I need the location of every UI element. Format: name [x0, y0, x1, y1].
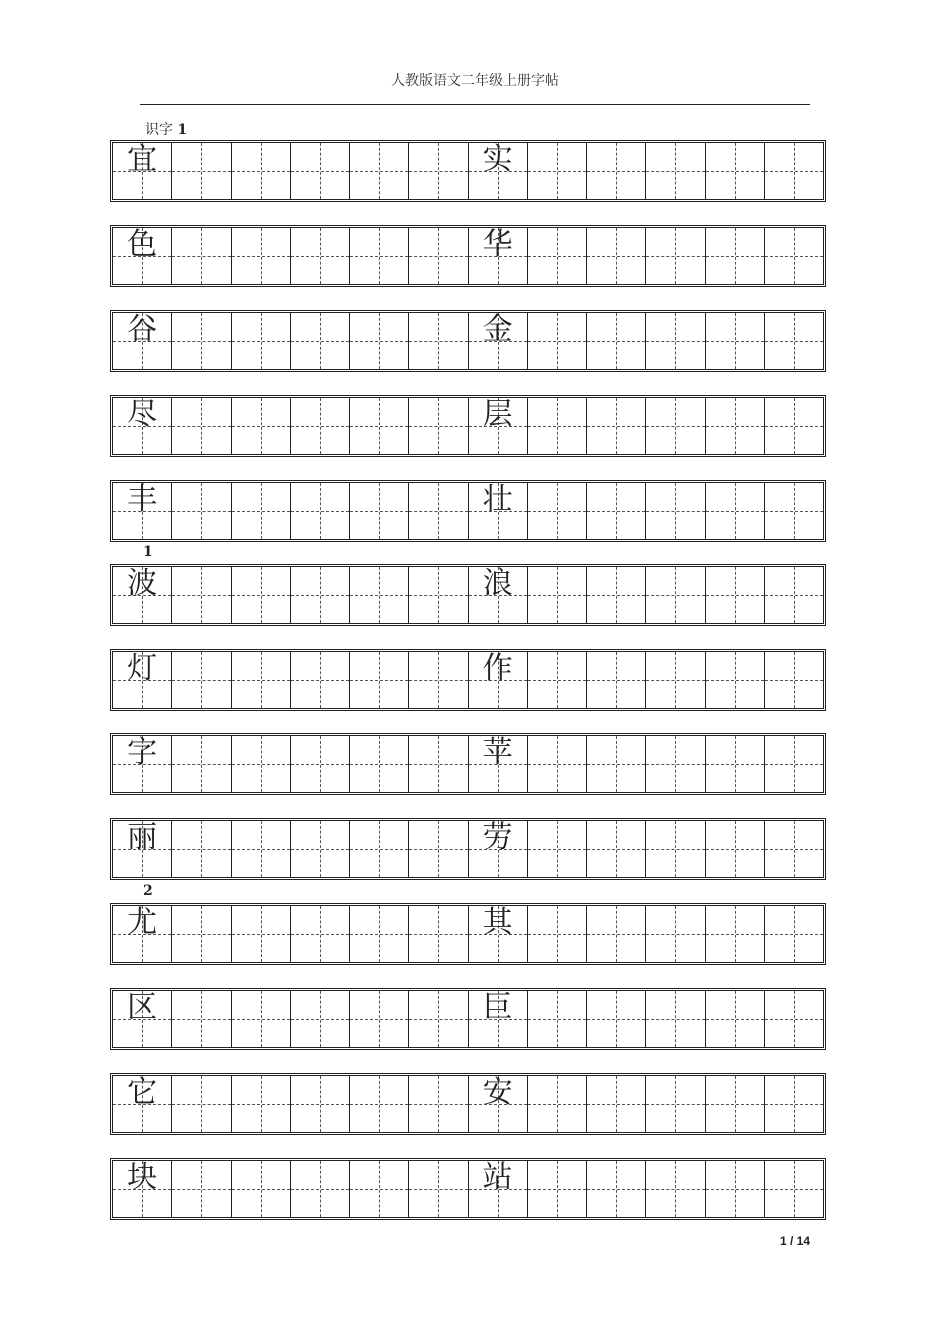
practice-cell: [527, 143, 586, 199]
practice-cell: [764, 483, 823, 539]
practice-cell: [705, 398, 764, 454]
header-rule: [140, 104, 810, 105]
practice-cell: [468, 143, 527, 199]
practice-cell: [349, 652, 408, 708]
lesson-number: 2: [143, 883, 153, 899]
practice-cell: [113, 736, 171, 792]
practice-cell: [171, 1161, 230, 1217]
practice-cell: [113, 652, 171, 708]
practice-cell: [468, 567, 527, 623]
practice-cell: [231, 1161, 290, 1217]
practice-cell: [527, 1161, 586, 1217]
practice-cell: [231, 1076, 290, 1132]
model-character: 块: [127, 1160, 158, 1195]
practice-cell: [349, 143, 408, 199]
practice-cell: [645, 906, 704, 962]
practice-cell: [468, 1161, 527, 1217]
practice-cell: [527, 991, 586, 1047]
practice-cell: [408, 567, 467, 623]
practice-cell: [586, 1161, 645, 1217]
practice-row: [110, 818, 826, 880]
practice-cell: [349, 483, 408, 539]
practice-cell: [705, 143, 764, 199]
practice-cell: [645, 736, 704, 792]
practice-cell: [586, 821, 645, 877]
practice-cell: [468, 906, 527, 962]
page-number: 1 / 14: [779, 1234, 810, 1248]
model-character: 尤: [127, 905, 158, 940]
practice-cell: [290, 567, 349, 623]
practice-cell: [468, 313, 527, 369]
practice-cell: [764, 736, 823, 792]
model-character: 巨: [482, 990, 513, 1025]
practice-cell: [171, 991, 230, 1047]
model-character: 浪: [482, 566, 513, 601]
model-character: 谷: [127, 312, 158, 347]
practice-cell: [705, 567, 764, 623]
practice-row: [110, 1158, 826, 1220]
practice-cell: [764, 652, 823, 708]
practice-cell: [586, 228, 645, 284]
practice-cell: [468, 398, 527, 454]
practice-cell: [764, 228, 823, 284]
model-character: 站: [482, 1160, 513, 1195]
practice-cell: [468, 1076, 527, 1132]
practice-cell: [349, 313, 408, 369]
practice-cell: [290, 906, 349, 962]
practice-cell: [349, 906, 408, 962]
practice-cell: [349, 736, 408, 792]
practice-cell: [113, 821, 171, 877]
practice-cell: [113, 483, 171, 539]
practice-cell: [231, 652, 290, 708]
practice-cell: [231, 906, 290, 962]
practice-cell: [645, 1161, 704, 1217]
practice-cell: [645, 483, 704, 539]
model-character: 色: [127, 227, 158, 262]
practice-cell: [764, 567, 823, 623]
model-character: 苹: [482, 735, 513, 770]
practice-cell: [171, 906, 230, 962]
practice-cell: [527, 228, 586, 284]
practice-cell: [527, 906, 586, 962]
practice-cell: [171, 143, 230, 199]
practice-cell: [408, 398, 467, 454]
practice-cell: [645, 143, 704, 199]
practice-cell: [113, 228, 171, 284]
practice-cell: [231, 736, 290, 792]
model-character: 作: [482, 651, 513, 686]
practice-cell: [527, 736, 586, 792]
practice-cell: [349, 228, 408, 284]
lesson-label-text: 识字: [145, 122, 173, 138]
practice-cell: [171, 821, 230, 877]
practice-cell: [527, 483, 586, 539]
practice-cell: [764, 906, 823, 962]
practice-cell: [468, 652, 527, 708]
practice-cell: [290, 228, 349, 284]
practice-cell: [645, 652, 704, 708]
practice-cell: [231, 313, 290, 369]
practice-cell: [290, 821, 349, 877]
practice-cell: [290, 483, 349, 539]
practice-cell: [290, 991, 349, 1047]
practice-cell: [764, 1161, 823, 1217]
practice-cell: [290, 1076, 349, 1132]
model-character: 宜: [127, 142, 158, 177]
practice-cell: [408, 821, 467, 877]
practice-cell: [645, 228, 704, 284]
practice-cell: [171, 567, 230, 623]
practice-cell: [586, 736, 645, 792]
practice-cell: [645, 991, 704, 1047]
model-character: 实: [482, 142, 513, 177]
practice-cell: [586, 1076, 645, 1132]
practice-cell: [113, 313, 171, 369]
practice-cell: [171, 228, 230, 284]
practice-cell: [349, 991, 408, 1047]
practice-cell: [408, 906, 467, 962]
practice-row: [110, 310, 826, 372]
practice-cell: [408, 736, 467, 792]
model-character: 字: [127, 735, 158, 770]
practice-cell: [764, 991, 823, 1047]
practice-cell: [705, 736, 764, 792]
practice-cell: [231, 228, 290, 284]
practice-cell: [645, 398, 704, 454]
practice-cell: [705, 821, 764, 877]
practice-cell: [408, 652, 467, 708]
model-character: 灯: [127, 651, 158, 686]
practice-row: [110, 988, 826, 1050]
lesson-label: [143, 883, 153, 899]
practice-cell: [113, 143, 171, 199]
practice-cell: [586, 906, 645, 962]
lesson-label: [143, 544, 153, 560]
practice-cell: [705, 483, 764, 539]
model-character: 层: [482, 397, 513, 432]
practice-cell: [290, 736, 349, 792]
practice-cell: [408, 228, 467, 284]
model-character: 丰: [127, 482, 158, 517]
practice-cell: [408, 1161, 467, 1217]
practice-cell: [231, 821, 290, 877]
practice-cell: [290, 1161, 349, 1217]
practice-cell: [705, 1161, 764, 1217]
model-character: 其: [482, 905, 513, 940]
practice-cell: [705, 313, 764, 369]
practice-cell: [290, 313, 349, 369]
model-character: 金: [482, 312, 513, 347]
practice-row: [110, 480, 826, 542]
model-character: 壮: [482, 482, 513, 517]
practice-cell: [645, 313, 704, 369]
model-character: 波: [127, 566, 158, 601]
practice-cell: [231, 991, 290, 1047]
practice-row: [110, 1073, 826, 1135]
practice-cell: [231, 398, 290, 454]
practice-cell: [645, 821, 704, 877]
practice-cell: [527, 652, 586, 708]
practice-row: [110, 564, 826, 626]
practice-cell: [586, 398, 645, 454]
practice-cell: [408, 313, 467, 369]
practice-cell: [764, 398, 823, 454]
practice-cell: [290, 143, 349, 199]
model-character: 它: [127, 1075, 158, 1110]
practice-cell: [349, 821, 408, 877]
practice-cell: [113, 398, 171, 454]
practice-cell: [645, 567, 704, 623]
practice-cell: [586, 991, 645, 1047]
practice-cell: [527, 567, 586, 623]
practice-cell: [408, 483, 467, 539]
practice-cell: [705, 991, 764, 1047]
practice-row: [110, 649, 826, 711]
practice-cell: [586, 567, 645, 623]
practice-cell: [586, 652, 645, 708]
practice-cell: [468, 821, 527, 877]
practice-cell: [586, 313, 645, 369]
practice-cell: [113, 1076, 171, 1132]
practice-cell: [764, 313, 823, 369]
practice-cell: [586, 483, 645, 539]
practice-row: [110, 395, 826, 457]
practice-cell: [408, 991, 467, 1047]
practice-cell: [171, 483, 230, 539]
practice-cell: [468, 736, 527, 792]
lesson-label: [145, 119, 187, 139]
practice-cell: [408, 143, 467, 199]
practice-cell: [527, 821, 586, 877]
practice-row: [110, 225, 826, 287]
practice-cell: [468, 228, 527, 284]
practice-cell: [705, 1076, 764, 1132]
practice-cell: [705, 228, 764, 284]
practice-cell: [171, 313, 230, 369]
model-character: 尽: [127, 397, 158, 432]
practice-cell: [231, 483, 290, 539]
lesson-number: 1: [143, 544, 153, 560]
practice-cell: [113, 567, 171, 623]
practice-cell: [764, 821, 823, 877]
practice-cell: [349, 398, 408, 454]
practice-cell: [231, 567, 290, 623]
model-character: 丽: [127, 820, 158, 855]
model-character: 安: [482, 1075, 513, 1110]
practice-row: [110, 903, 826, 965]
practice-cell: [113, 991, 171, 1047]
practice-cell: [408, 1076, 467, 1132]
practice-cell: [527, 313, 586, 369]
practice-cell: [527, 398, 586, 454]
practice-row: [110, 140, 826, 202]
practice-cell: [171, 652, 230, 708]
practice-cell: [113, 1161, 171, 1217]
practice-cell: [349, 1161, 408, 1217]
model-character: 区: [127, 990, 158, 1025]
practice-cell: [349, 1076, 408, 1132]
practice-cell: [171, 736, 230, 792]
practice-cell: [113, 906, 171, 962]
practice-cell: [171, 1076, 230, 1132]
practice-cell: [705, 906, 764, 962]
practice-cell: [290, 398, 349, 454]
practice-cell: [705, 652, 764, 708]
practice-cell: [468, 991, 527, 1047]
lesson-number: 1: [177, 122, 188, 138]
model-character: 华: [482, 227, 513, 262]
practice-cell: [527, 1076, 586, 1132]
page-header-title: 人教版语文二年级上册字帖: [391, 73, 559, 89]
practice-cell: [171, 398, 230, 454]
practice-cell: [764, 1076, 823, 1132]
practice-row: [110, 733, 826, 795]
practice-cell: [231, 143, 290, 199]
model-character: 劳: [482, 820, 513, 855]
practice-cell: [290, 652, 349, 708]
practice-cell: [645, 1076, 704, 1132]
practice-cell: [764, 143, 823, 199]
practice-cell: [349, 567, 408, 623]
practice-cell: [586, 143, 645, 199]
practice-cell: [468, 483, 527, 539]
